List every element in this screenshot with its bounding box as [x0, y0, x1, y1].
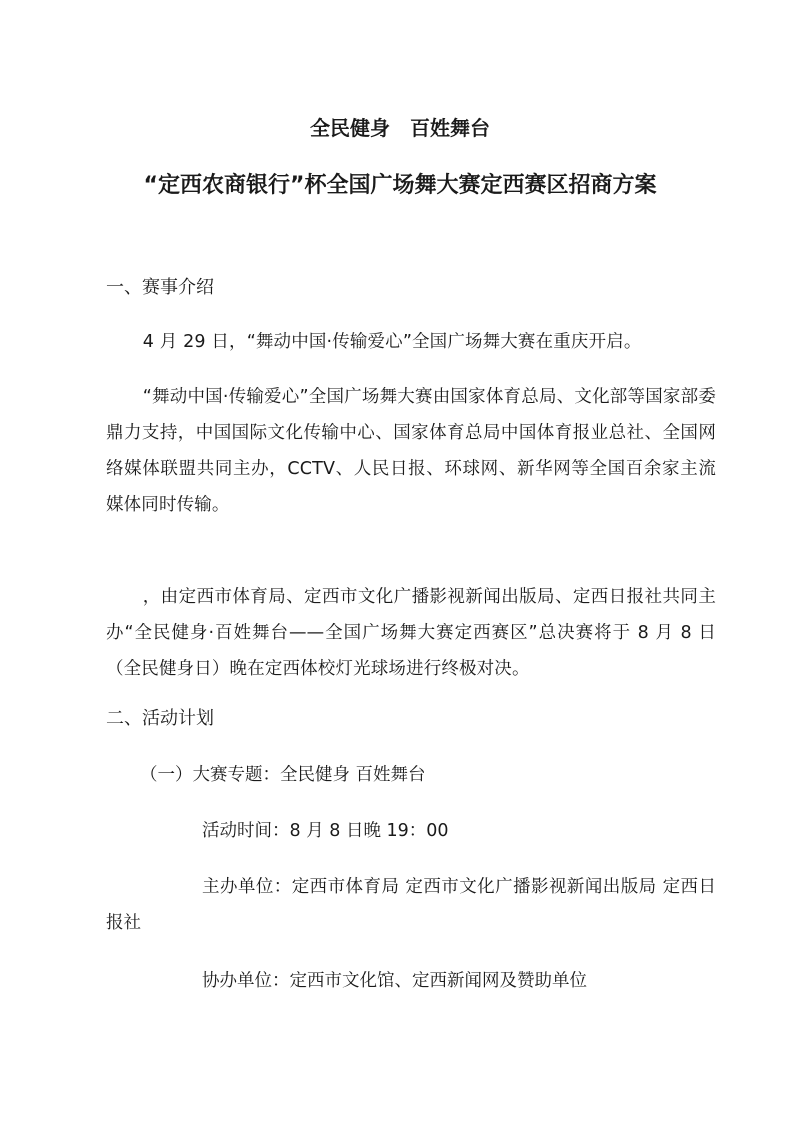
document-title-line1: 全民健身 百姓舞台 — [310, 116, 490, 140]
section1-paragraph-1: 4 月 29 日，“舞动中国·传输爱心”全国广场舞大赛在重庆开启。 — [142, 332, 642, 352]
sub1-activity-time: 活动时间：8 月 8 日晚 19：00 — [202, 821, 449, 841]
section1-paragraph-3: ，由定西市体育局、定西市文化广播影视新闻出版局、定西日报社共同主办“全民健身·百姓舞台——全国广场舞大赛定西赛区”总决赛将于 8 月 8 日（全民健身日）晚在定西体校灯光球场进行终极对决。 — [106, 587, 716, 679]
document-title-line2: “定西农商银行”杯全国广场舞大赛定西赛区招商方案 — [143, 173, 657, 198]
section2-heading: 二、活动计划 — [106, 708, 214, 729]
section1-heading: 一、赛事介绍 — [106, 277, 214, 298]
sub1-organizer: 主办单位：定西市体育局 定西市文化广播影视新闻出版局 定西日报社 — [106, 877, 716, 933]
sub1-label: （一）大赛专题：全民健身 百姓舞台 — [140, 765, 426, 785]
sub1-co-organizer: 协办单位：定西市文化馆、定西新闻网及赞助单位 — [202, 971, 587, 991]
section1-paragraph-2: “舞动中国·传输爱心”全国广场舞大赛由国家体育总局、文化部等国家部委鼎力支持，中国国际文化传输中心、国家体育总局中国体育报业总社、全国网络媒体联盟共同主办，CCTV、人民日报、环球网、新华网等全国百余家主流媒体同时传输。 — [106, 387, 716, 515]
